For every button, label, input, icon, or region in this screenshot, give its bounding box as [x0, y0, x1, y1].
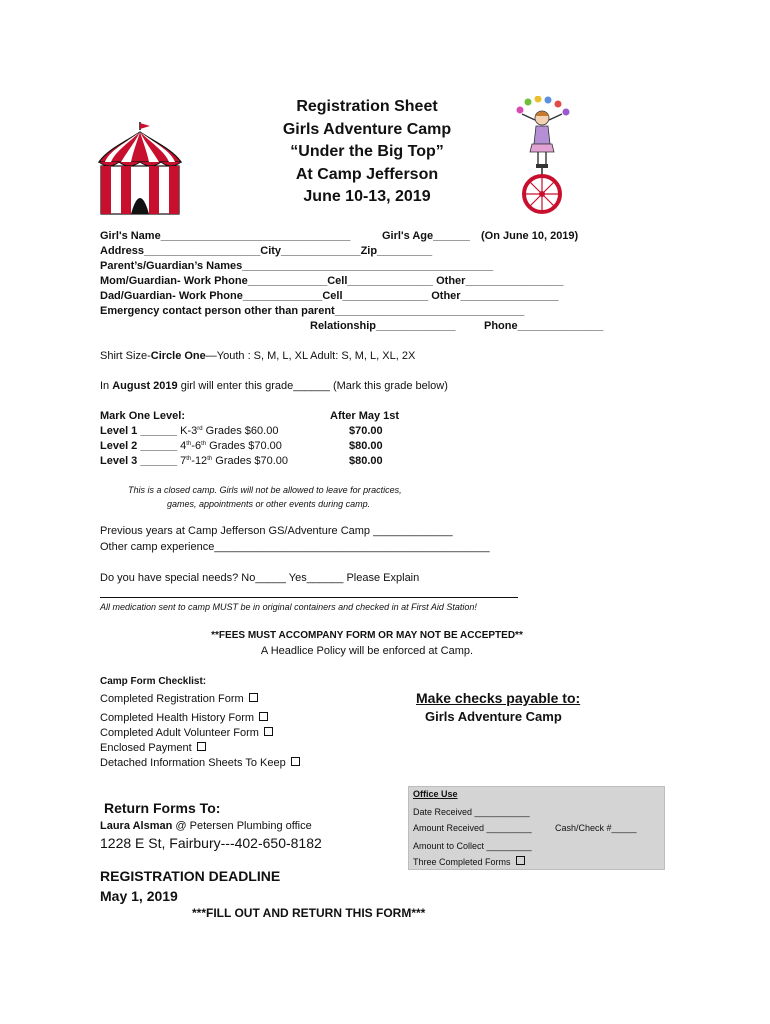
level-3-price: Grades $70.00	[212, 455, 289, 467]
three-forms-label: Three Completed Forms	[413, 857, 511, 867]
checkbox-icon[interactable]	[264, 727, 273, 736]
level-2-sup2: th	[201, 441, 207, 447]
checklist-heading: Camp Form Checklist:	[100, 676, 207, 687]
checklist-item[interactable]	[100, 693, 258, 705]
phone-field[interactable]: Phone______________	[484, 320, 604, 332]
level-3-late-price: $80.00	[349, 455, 383, 467]
medication-note: All medication sent to camp MUST be in original containers and checked in at First Aid Station!	[100, 602, 477, 612]
closed-camp-note-2: games, appointments or other events during camp.	[167, 499, 371, 509]
girls-name-field[interactable]: Girl's Name_______________________________	[100, 230, 351, 242]
grade-prefix: In	[100, 380, 113, 392]
checklist-item[interactable]	[100, 712, 268, 724]
checkbox-icon[interactable]	[249, 693, 258, 702]
level-1-sup: rd	[197, 426, 203, 432]
explain-line[interactable]	[100, 597, 518, 598]
level-2-sup: th	[186, 441, 192, 447]
level-1-grade: K-3	[177, 425, 198, 437]
mom-guardian-field[interactable]: Mom/Guardian- Work Phone_____________Cell______________ Other________________	[100, 275, 564, 287]
headlice-notice: A Headlice Policy will be enforced at Camp.	[260, 645, 474, 657]
title-line-3: “Under the Big Top”	[290, 143, 444, 160]
level-1-price: Grades $60.00	[202, 425, 279, 437]
title-line-4: At Camp Jefferson	[295, 165, 439, 183]
fill-out-notice: ***FILL OUT AND RETURN THIS FORM***	[192, 906, 426, 920]
checkbox-icon[interactable]	[259, 712, 268, 721]
checks-payee: Girls Adventure Camp	[425, 709, 562, 724]
title-line-1: Registration Sheet	[296, 98, 438, 115]
checklist-item-label: Completed Health History Form	[100, 712, 255, 724]
shirt-size-line	[100, 350, 415, 362]
checkbox-icon[interactable]	[291, 757, 300, 766]
level-1-label: Level 1 ______	[100, 425, 178, 437]
juggler-unicycle-icon	[510, 96, 575, 216]
page-title	[222, 96, 512, 209]
level-3-label: Level 3 ______	[100, 455, 178, 467]
level-1-row[interactable]	[100, 425, 278, 437]
parent-names-field[interactable]: Parent’s/Guardian’s Names_________________________________________	[100, 260, 494, 272]
level-2-late-price: $80.00	[349, 440, 383, 452]
level-1-late-price: $70.00	[349, 425, 383, 437]
shirt-size-options[interactable]: —Youth : S, M, L, XL Adult: S, M, L, XL, 2X	[205, 350, 416, 362]
level-2-row[interactable]	[100, 440, 282, 452]
return-contact	[100, 820, 312, 832]
deadline-date: May 1, 2019	[100, 888, 178, 904]
girls-age-field[interactable]: Girl's Age______	[382, 230, 470, 242]
checkbox-icon[interactable]	[197, 742, 206, 751]
title-line-2: Girls Adventure Camp	[282, 120, 452, 138]
level-2-price: Grades $70.00	[206, 440, 282, 452]
return-address: 1228 E St, Fairbury---402-650-8182	[100, 835, 322, 851]
checklist-item-label: Detached Information Sheets To Keep	[100, 757, 286, 769]
checklist-item-label: Completed Adult Volunteer Form	[100, 727, 259, 739]
level-3-row[interactable]	[100, 455, 288, 467]
emergency-contact-field[interactable]: Emergency contact person other than parent_______________________________	[100, 305, 525, 317]
office-use-box	[408, 786, 665, 870]
level-3-grade: 7	[177, 455, 187, 467]
amount-collect-field[interactable]: Amount to Collect _________	[413, 841, 532, 851]
dad-guardian-field[interactable]: Dad/Guardian- Work Phone_____________Cell______________ Other________________	[100, 290, 559, 302]
cash-check-field[interactable]: Cash/Check #_____	[555, 823, 637, 833]
checklist-item-label: Completed Registration Form	[100, 693, 244, 705]
level-3-grade-end: -12	[191, 455, 208, 467]
amount-received-field[interactable]: Amount Received _________	[413, 823, 532, 833]
relationship-field[interactable]: Relationship_____________	[310, 320, 456, 332]
date-received-field[interactable]: Date Received ___________	[413, 807, 530, 817]
return-contact-office: @ Petersen Plumbing office	[172, 820, 312, 832]
special-needs-field[interactable]: Do you have special needs? No_____ Yes______ Please Explain	[100, 572, 420, 584]
checkbox-icon[interactable]	[516, 856, 525, 865]
other-camp-field[interactable]: Other camp experience_____________________________________________	[100, 541, 490, 553]
level-2-label: Level 2 ______	[100, 440, 178, 452]
deadline-heading: REGISTRATION DEADLINE	[100, 868, 281, 884]
level-2-grade: 4	[177, 440, 187, 452]
previous-years-field[interactable]: Previous years at Camp Jefferson GS/Adventure Camp _____________	[100, 525, 453, 537]
mark-level-heading: Mark One Level:	[100, 410, 185, 422]
return-contact-name: Laura Alsman	[100, 820, 173, 832]
checklist-item[interactable]	[100, 742, 206, 754]
level-3-sup: th	[186, 456, 192, 462]
circus-tent-icon	[95, 120, 185, 220]
fees-notice: **FEES MUST ACCOMPANY FORM OR MAY NOT BE ACCEPTED**	[211, 630, 523, 641]
return-forms-heading: Return Forms To:	[104, 800, 221, 816]
grade-line[interactable]	[100, 380, 448, 392]
grade-month: August 2019	[112, 380, 178, 392]
after-may-heading: After May 1st	[330, 410, 400, 422]
shirt-size-circle: Circle One	[150, 350, 206, 362]
age-date-note: (On June 10, 2019)	[481, 230, 579, 242]
title-line-5: June 10-13, 2019	[303, 188, 431, 205]
office-use-heading: Office Use	[413, 789, 458, 799]
checklist-item[interactable]	[100, 757, 300, 769]
checklist-item[interactable]	[100, 727, 273, 739]
closed-camp-note-1: This is a closed camp. Girls will not be allowed to leave for practices,	[128, 485, 402, 495]
checks-payable-heading: Make checks payable to:	[416, 690, 581, 706]
address-field[interactable]: Address___________________City_____________Zip_________	[100, 245, 433, 257]
three-forms-item[interactable]	[413, 856, 525, 867]
grade-rest: girl will enter this grade______ (Mark this grade below)	[177, 380, 448, 392]
checklist-item-label: Enclosed Payment	[100, 742, 192, 754]
shirt-size-prefix: Shirt Size-	[100, 350, 151, 362]
level-2-grade-end: -6	[191, 440, 202, 452]
level-3-sup2: th	[207, 456, 213, 462]
